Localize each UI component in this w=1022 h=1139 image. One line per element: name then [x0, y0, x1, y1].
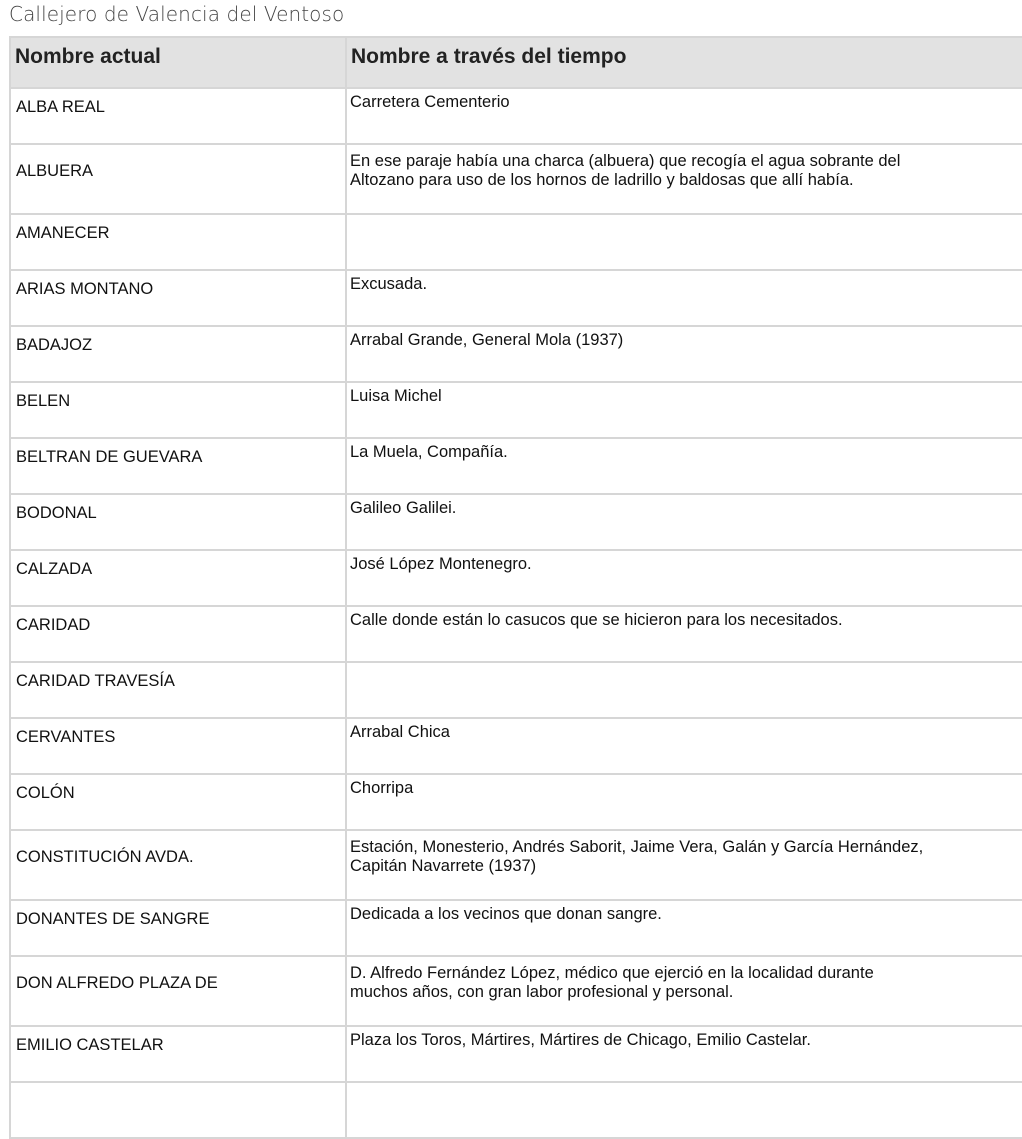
current-name-text: BODONAL — [16, 504, 97, 522]
historical-names-text: Excusada. — [350, 275, 428, 293]
historical-names-text: José López Montenegro. — [350, 555, 532, 573]
table-row — [10, 774, 1022, 830]
current-name-text: BELEN — [16, 392, 71, 410]
table-header-row — [10, 37, 1022, 88]
current-name-cell — [10, 830, 346, 900]
historical-names-text: En ese paraje había una charca (albuera) que recogía el agua sobrante del Altozano para uso de los hornos de ladrillo y baldosas que allí había. — [350, 152, 901, 189]
current-name-text: DON ALFREDO PLAZA DE — [16, 974, 218, 992]
current-name-text: AMANECER — [16, 224, 110, 242]
current-name-cell — [10, 438, 346, 494]
current-name-text: DONANTES DE SANGRE — [16, 910, 210, 928]
current-name-text: CARIDAD TRAVESÍA — [16, 672, 175, 690]
current-name-cell — [10, 956, 346, 1026]
document-title: Callejero de Valencia del Ventoso — [9, 2, 345, 26]
current-name-cell — [10, 662, 346, 718]
historical-names-cell — [346, 382, 1022, 438]
current-name-cell — [10, 88, 346, 144]
current-name-cell — [10, 718, 346, 774]
current-name-cell — [10, 494, 346, 550]
table-row — [10, 270, 1022, 326]
column-header-current-name: Nombre actual — [10, 37, 346, 88]
current-name-cell — [10, 550, 346, 606]
current-name-cell — [10, 326, 346, 382]
historical-names-cell — [346, 662, 1022, 718]
current-name-text: BADAJOZ — [16, 336, 93, 354]
historical-names-text: Luisa Michel — [350, 387, 442, 405]
current-name-text: ARIAS MONTANO — [16, 280, 154, 298]
historical-names-cell — [346, 1026, 1022, 1082]
historical-names-text: Dedicada a los vecinos que donan sangre. — [350, 905, 662, 923]
historical-names-cell — [346, 774, 1022, 830]
historical-names-cell — [346, 900, 1022, 956]
table-body — [10, 88, 1022, 1138]
current-name-text: CONSTITUCIÓN AVDA. — [16, 848, 194, 866]
historical-names-text: Plaza los Toros, Mártires, Mártires de Chicago, Emilio Castelar. — [350, 1031, 811, 1049]
table-row — [10, 550, 1022, 606]
historical-names-text: La Muela, Compañía. — [350, 443, 508, 461]
historical-names-text: Estación, Monesterio, Andrés Saborit, Jaime Vera, Galán y García Hernández, Capitán Navarrete (1937) — [350, 838, 924, 875]
current-name-cell — [10, 606, 346, 662]
historical-names-text: Arrabal Grande, General Mola (1937) — [350, 331, 624, 349]
historical-names-cell — [346, 550, 1022, 606]
table-row — [10, 900, 1022, 956]
table-row — [10, 326, 1022, 382]
table-row — [10, 438, 1022, 494]
table-row — [10, 1082, 1022, 1138]
current-name-cell — [10, 1026, 346, 1082]
current-name-cell — [10, 382, 346, 438]
current-name-cell — [10, 1082, 346, 1138]
table-row — [10, 494, 1022, 550]
current-name-text: CARIDAD — [16, 616, 91, 634]
current-name-cell — [10, 900, 346, 956]
table-row — [10, 88, 1022, 144]
historical-names-cell — [346, 1082, 1022, 1138]
table-row — [10, 718, 1022, 774]
current-name-text: EMILIO CASTELAR — [16, 1036, 164, 1054]
historical-names-text: Carretera Cementerio — [350, 93, 510, 111]
historical-names-text: Arrabal Chica — [350, 723, 450, 741]
table-row — [10, 662, 1022, 718]
historical-names-cell — [346, 214, 1022, 270]
current-name-cell — [10, 774, 346, 830]
table-row — [10, 382, 1022, 438]
current-name-cell — [10, 144, 346, 214]
current-name-text: BELTRAN DE GUEVARA — [16, 448, 203, 466]
current-name-text: ALBUERA — [16, 162, 94, 180]
table-row — [10, 956, 1022, 1026]
historical-names-cell — [346, 956, 1022, 1026]
historical-names-cell — [346, 144, 1022, 214]
historical-names-text: Chorripa — [350, 779, 414, 797]
historical-names-cell — [346, 326, 1022, 382]
historical-names-cell — [346, 438, 1022, 494]
historical-names-cell — [346, 718, 1022, 774]
historical-names-cell — [346, 606, 1022, 662]
table-row — [10, 606, 1022, 662]
street-names-table-container — [9, 36, 1022, 1139]
table-row — [10, 214, 1022, 270]
historical-names-text: Galileo Galilei. — [350, 499, 457, 517]
table-row — [10, 1026, 1022, 1082]
current-name-text: CERVANTES — [16, 728, 116, 746]
table-row — [10, 144, 1022, 214]
historical-names-cell — [346, 88, 1022, 144]
current-name-text: COLÓN — [16, 784, 75, 802]
current-name-text: ALBA REAL — [16, 98, 105, 116]
current-name-text: CALZADA — [16, 560, 93, 578]
historical-names-cell — [346, 830, 1022, 900]
current-name-cell — [10, 270, 346, 326]
historical-names-text: Calle donde están lo casucos que se hicieron para los necesitados. — [350, 611, 843, 629]
historical-names-cell — [346, 494, 1022, 550]
historical-names-text: D. Alfredo Fernández López, médico que ejerció en la localidad durante muchos años, con gran labor profesional y personal. — [350, 964, 874, 1001]
street-names-table — [9, 36, 1022, 1139]
current-name-cell — [10, 214, 346, 270]
historical-names-cell — [346, 270, 1022, 326]
table-row — [10, 830, 1022, 900]
column-header-historical-names: Nombre a través del tiempo — [346, 37, 1022, 88]
